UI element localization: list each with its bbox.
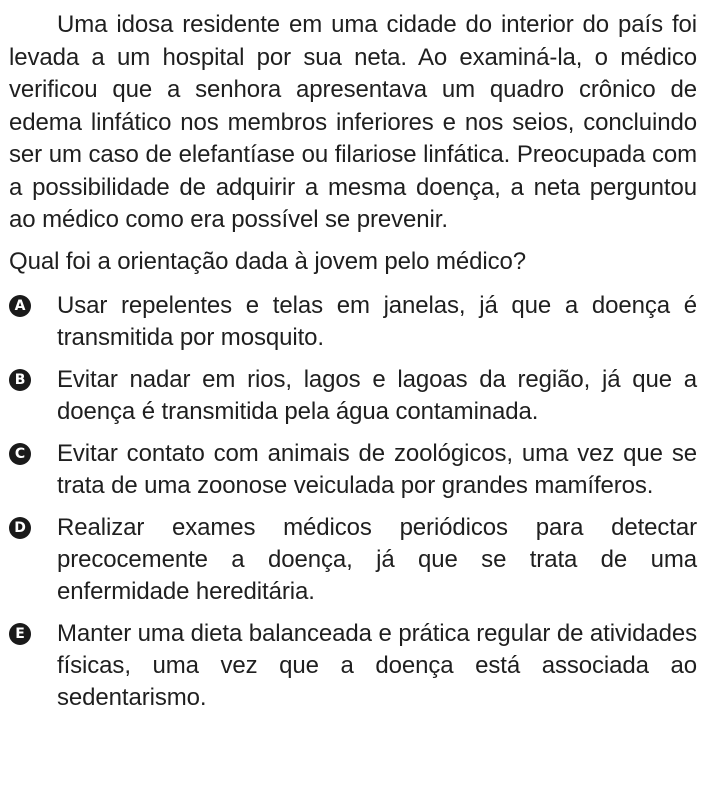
- question-card: [9, 9, 697, 724]
- question-stem: Uma idosa residente em uma cidade do interior do país foi levada a um hospital por sua neta. Ao examiná-la, o médico verificou que a senhora apresentava um quadro crônico de edema linfático nos membros inferiores e nos seios, concluindo ser um caso de elefantíase ou filariose linfática. Preocupada com a possibilidade de adquirir a mesma doença, a neta perguntou ao médico como era possível se prevenir.: [9, 11, 697, 233]
- option-b-letter-badge: B: [9, 369, 31, 391]
- option-e-text: Manter uma dieta balanceada e prática regular de atividades físicas, uma vez que a doença está associada ao sedentarismo.: [57, 619, 697, 711]
- option-e-letter-badge: E: [9, 623, 31, 645]
- option-b-text: Evitar nadar em rios, lagos e lagoas da região, já que a doença é transmitida pela água contaminada.: [57, 365, 697, 425]
- option-a-text: Usar repelentes e telas em janelas, já que a doença é transmitida por mosquito.: [57, 291, 697, 351]
- option-b[interactable]: [9, 364, 697, 428]
- option-d-text: Realizar exames médicos periódicos para detectar precocemente a doença, já que se trata de uma enfermidade hereditária.: [57, 513, 697, 605]
- option-a[interactable]: [9, 290, 697, 354]
- option-e[interactable]: [9, 618, 697, 714]
- answer-options: [9, 290, 697, 714]
- option-c-letter-badge: C: [9, 443, 31, 465]
- question-prompt: Qual foi a orientação dada à jovem pelo médico?: [9, 247, 526, 275]
- option-d[interactable]: [9, 512, 697, 608]
- option-a-letter-badge: A: [9, 295, 31, 317]
- option-d-letter-badge: D: [9, 517, 31, 539]
- option-c-text: Evitar contato com animais de zoológicos, uma vez que se trata de uma zoonose veiculada por grandes mamíferos.: [57, 439, 697, 499]
- option-c[interactable]: [9, 438, 697, 502]
